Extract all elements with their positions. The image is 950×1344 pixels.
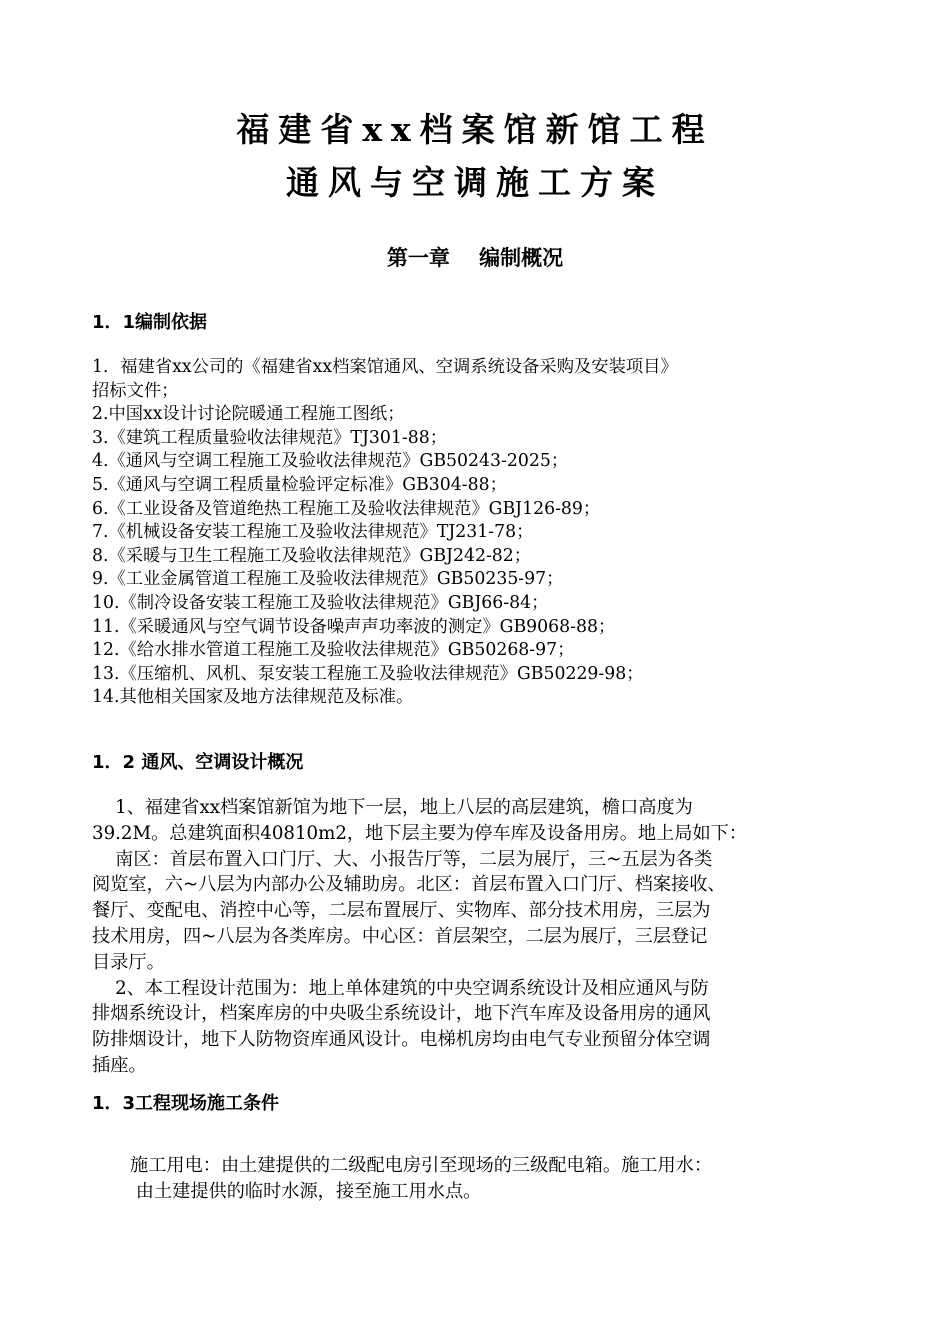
reference-line: 5.《通风与空调工程质量检验评定标准》GB304-88；	[92, 474, 507, 495]
document-title-line1: 福建省xx档案馆新馆工程	[236, 110, 714, 149]
paragraph-line: 阅览室，六~八层为内部办公及辅助房。北区：首层布置入口门厅、档案接收、	[92, 874, 726, 896]
paragraph-line: 2、本工程设计范围为：地上单体建筑的中央空调系统设计及相应通风与防	[92, 977, 709, 999]
reference-line: 3.《建筑工程质量验收法律规范》TJ301-88；	[92, 427, 447, 448]
reference-line: 8.《采暖与卫生工程施工及验收法律规范》GBJ242-82；	[92, 545, 532, 566]
section-heading-1-2: 1．2 通风、空调设计概况	[92, 752, 304, 773]
reference-line: 11.《采暖通风与空气调节设备噪声声功率波的测定》GB9068-88；	[92, 616, 616, 637]
chapter-heading: 第一章 编制概况	[386, 246, 564, 270]
paragraph-line: 排烟系统设计，档案库房的中央吸尘系统设计，地下汽车库及设备用房的通风	[92, 1003, 711, 1025]
section-heading-1-3: 1．3工程现场施工条件	[92, 1093, 280, 1114]
document-title-line2: 通风与空调施工方案	[286, 163, 664, 202]
reference-line: 9.《工业金属管道工程施工及验收法律规范》GB50235-97；	[92, 569, 564, 590]
reference-line: 12.《给水排水管道工程施工及验收法律规范》GB50268-97；	[92, 640, 575, 661]
reference-line: 1．福建省xx公司的《福建省xx档案馆通风、空调系统设备采购及安装项目》	[92, 357, 678, 377]
design-overview-paragraph	[92, 795, 882, 1079]
reference-line: 13.《压缩机、风机、泵安装工程施工及验收法律规范》GB50229-98；	[92, 663, 644, 684]
paragraph-line: 施工用电：由土建提供的二级配电房引至现场的三级配电箱。施工用水：	[130, 1155, 713, 1176]
reference-line: 6.《工业设备及管道绝热工程施工及验收法律规范》GBJ126-89；	[92, 498, 601, 519]
reference-line: 14.其他相关国家及地方法律规范及标准。	[92, 687, 414, 708]
paragraph-line: 39.2M。总建筑面积40810m2，地下层主要为停车库及设备用房。地上局如下：	[92, 822, 748, 844]
paragraph-line: 南区：首层布置入口门厅、大、小报告厅等，二层为展厅，三~五层为各类	[92, 848, 713, 870]
paragraph-line: 防排烟设计，地下人防物资库通风设计。电梯机房均由电气专业预留分体空调	[92, 1029, 711, 1051]
reference-line: 4.《通风与空调工程施工及验收法律规范》GB50243-2025；	[92, 451, 569, 472]
paragraph-line: 由土建提供的临时水源，接至施工用水点。	[130, 1180, 482, 1202]
paragraph-line: 目录厅。	[92, 951, 165, 973]
paragraph-line: 1、福建省xx档案馆新馆为地下一层，地上八层的高层建筑，檐口高度为	[92, 797, 693, 818]
paragraph-line: 技术用房，四~八层为各类库房。中心区：首层架空，二层为展厅，三层登记	[92, 925, 708, 947]
reference-line: 10.《制冷设备安装工程施工及验收法律规范》GBJ66-84；	[92, 592, 549, 613]
paragraph-line: 餐厅、变配电、消控中心等，二层布置展厅、实物库、部分技术用房，三层为	[92, 900, 711, 922]
reference-line: 7.《机械设备安装工程施工及验收法律规范》TJ231-78；	[92, 522, 534, 543]
site-conditions-paragraph	[130, 1153, 920, 1205]
reference-line: 招标文件；	[92, 380, 179, 401]
reference-list	[92, 356, 872, 710]
section-heading-1-1: 1．1编制依据	[92, 312, 208, 333]
reference-line: 2.中国xx设计讨论院暖通工程施工图纸；	[92, 404, 405, 425]
paragraph-line: 插座。	[92, 1054, 147, 1076]
